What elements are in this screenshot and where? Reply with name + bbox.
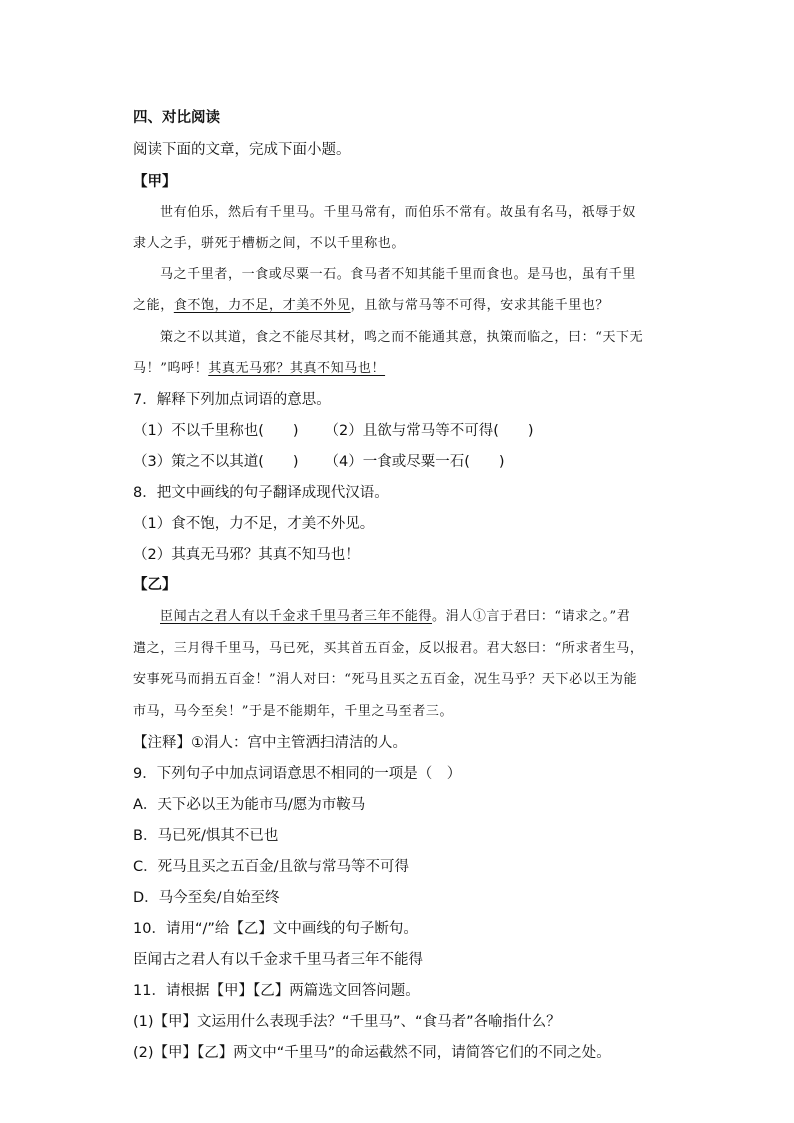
- passage-a-line: 马！”呜呼！其真无马邪？其真不知马也！: [133, 361, 386, 376]
- question-10-sentence: 臣闻古之君人有以千金求千里马者三年不能得: [133, 952, 423, 968]
- question-8-item: （2）其真无马邪？其真不知马也！: [133, 547, 360, 563]
- passage-a-line: 之能，食不饱，力不足，才美不外见，且欲与常马等不可得，安求其能千里也？: [133, 298, 610, 313]
- question-9-option-c: C．死马且买之五百金/且欲与常马等不可得: [133, 859, 410, 875]
- question-7-row: （1）不以千里称也( ) （2）且欲与常马等不可得( ): [133, 423, 534, 439]
- question-11-item: (2)【甲】【乙】两文中“千里马”的命运截然不同，请简答它们的不同之处。: [133, 1045, 611, 1061]
- question-10-stem: 10．请用“/”给【乙】文中画线的句子断句。: [133, 921, 418, 937]
- question-7-stem: 7．解释下列加点词语的意思。: [133, 392, 331, 408]
- passage-b-line: 遣之，三月得千里马，马已死，买其首五百金，反以报君。君大怒曰：“所求者生马，: [133, 641, 644, 656]
- instruction: 阅读下面的文章，完成下面小题。: [133, 142, 351, 158]
- question-8-item: （1）食不饱，力不足，才美不外见。: [133, 516, 375, 532]
- passage-a-line: 策之不以其道，食之不能尽其材，鸣之而不能通其意，执策而临之，曰：“天下无: [160, 330, 644, 345]
- question-7-row: （3）策之不以其道( ) （4）一食或尽粟一石( ): [133, 454, 505, 470]
- section-title: 四、对比阅读: [133, 110, 220, 126]
- passage-b-line: 市马，马今至矣！”于是不能期年，千里之马至者三。: [133, 704, 454, 719]
- passage-a-line: 马之千里者，一食或尽粟一石。食马者不知其能千里而食也。是马也，虽有千里: [160, 267, 637, 282]
- annotation-note: 【注释】①涓人：宫中主管洒扫清洁的人。: [133, 735, 407, 751]
- passage-b-line: 安事死马而捐五百金！”涓人对曰：“死马且买之五百金，况生马乎？天下必以王为能: [133, 672, 638, 687]
- underlined-sentence-3: 臣闻古之君人有以千金求千里马者三年不能得: [160, 609, 433, 624]
- underlined-sentence-2: 其真无马邪？其真不知马也！: [208, 361, 386, 376]
- underlined-sentence-1: 食不饱，力不足，才美不外见: [173, 298, 351, 313]
- question-9-stem: 9．下列句子中加点词语意思不相同的一项是（ ）: [133, 766, 462, 782]
- question-9-option-a: A．天下必以王为能市马/愿为市鞍马: [133, 797, 366, 813]
- question-8-stem: 8．把文中画线的句子翻译成现代汉语。: [133, 485, 389, 501]
- passage-b-line: 臣闻古之君人有以千金求千里马者三年不能得。涓人①言于君曰：“请求之。”君: [160, 609, 631, 624]
- question-11-stem: 11．请根据【甲】【乙】两篇选文回答问题。: [133, 983, 420, 999]
- question-9-option-b: B．马已死/惧其不已也: [133, 828, 279, 844]
- passage-a-line: 隶人之手，骈死于槽枥之间，不以千里称也。: [133, 236, 406, 251]
- question-11-item: (1)【甲】文运用什么表现手法？“千里马”、“食马者”各喻指什么？: [133, 1014, 561, 1030]
- passage-b-label: 【乙】: [133, 577, 177, 593]
- passage-a-line: 世有伯乐，然后有千里马。千里马常有，而伯乐不常有。故虽有名马，祇辱于奴: [160, 205, 637, 220]
- passage-a-label: 【甲】: [133, 174, 177, 190]
- question-9-option-d: D．马今至矣/自始至终: [133, 890, 280, 906]
